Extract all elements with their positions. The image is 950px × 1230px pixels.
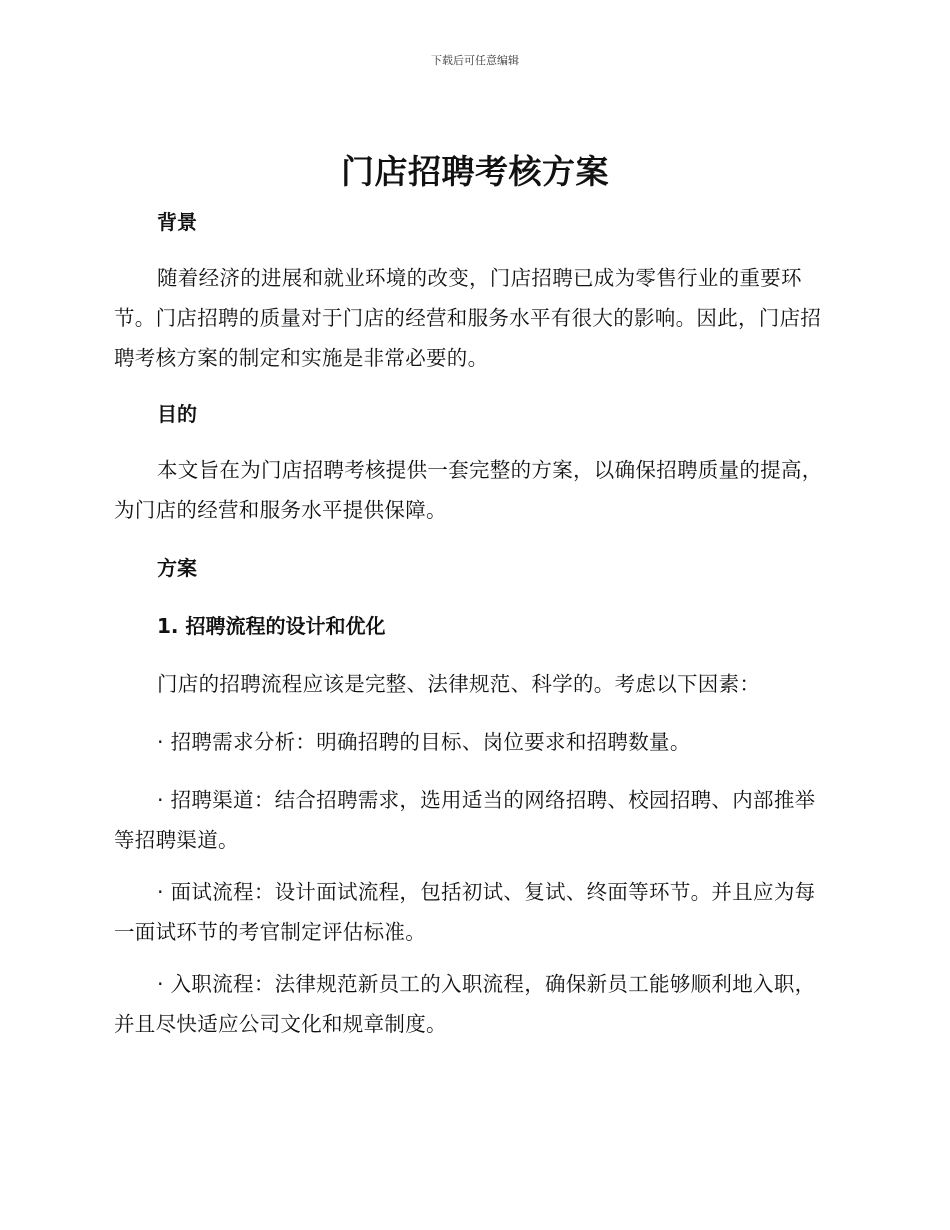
paragraph-process-intro: 门店的招聘流程应该是完整、法律规范、科学的。考虑以下因素： (157, 672, 761, 696)
list-item-onboarding-process: · 入职流程：法律规范新员工的入职流程，确保新员工能够顺利地入职，并且尽快适应公司文化和规章制度。 (114, 972, 816, 1036)
document-title: 门店招聘考核方案 (341, 152, 609, 191)
subsection-heading-recruitment-process: 1. 招聘流程的设计和优化 (157, 614, 386, 638)
list-item-demand-analysis: · 招聘需求分析：明确招聘的目标、岗位要求和招聘数量。 (157, 730, 691, 754)
document-body (114, 202, 834, 1044)
list-item-recruitment-channels: · 招聘渠道：结合招聘需求，选用适当的网络招聘、校园招聘、内部推举等招聘渠道。 (114, 788, 816, 852)
header-note: 下载后可任意编辑 (431, 54, 519, 67)
list-item-interview-process: · 面试流程：设计面试流程，包括初试、复试、终面等环节。并且应为每一面试环节的考官制定评估标准。 (114, 880, 816, 944)
paragraph-background: 随着经济的进展和就业环境的改变，门店招聘已成为零售行业的重要环节。门店招聘的质量对于门店的经营和服务水平有很大的影响。因此，门店招聘考核方案的制定和实施是非常必要的。 (114, 266, 822, 370)
section-heading-background: 背景 (157, 210, 197, 234)
section-heading-purpose: 目的 (157, 402, 197, 426)
section-heading-plan: 方案 (157, 556, 197, 580)
paragraph-purpose: 本文旨在为门店招聘考核提供一套完整的方案，以确保招聘质量的提高，为门店的经营和服务水平提供保障。 (114, 458, 823, 522)
